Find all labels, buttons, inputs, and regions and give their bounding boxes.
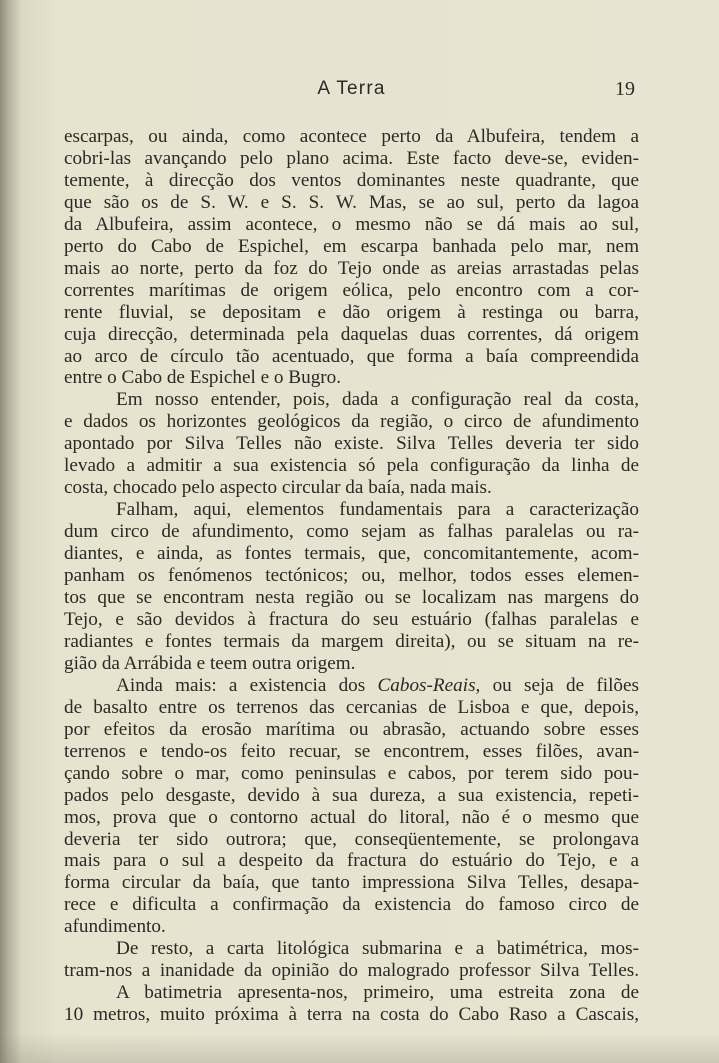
text-line: da Albufeira, assim acontece, o mesmo não se dá mais ao sul, — [64, 213, 639, 235]
text-line: tram-nos a inanidade da opinião do malogrado professor Silva Telles. — [64, 960, 639, 982]
text-line: mais para o sul a despeito da fractura do estuário do Tejo, e a — [64, 850, 639, 872]
text-line: Falham, aqui, elementos fundamentais para a caracterização — [116, 499, 639, 521]
text-line: correntes marítimas de origem eólica, pelo encontro com a cor- — [64, 279, 639, 301]
text-line: por efeitos da erosão marítima ou abrasão, actuando sobre esses — [64, 718, 639, 740]
text-line: diantes, e ainda, as fontes termais, que, concomitantemente, acom- — [64, 543, 639, 565]
page-number: 19 — [615, 78, 635, 100]
text-line: çando sobre o mar, como peninsulas e cabos, por terem sido pou- — [64, 762, 639, 784]
page-edge-shadow — [0, 1033, 719, 1063]
paragraph-3 — [64, 499, 639, 675]
text-line: entre o Cabo de Espichel e o Bugro. — [64, 367, 342, 389]
text-line: pados pelo desgaste, devido à sua dureza, a sua existencia, repeti- — [64, 784, 639, 806]
running-head: A Terra — [317, 78, 386, 99]
paragraph-5 — [64, 938, 639, 982]
text-line: que são os de S. W. e S. S. W. Mas, se ao sul, perto da lagoa — [64, 191, 639, 213]
text-line: mos, prova que o contorno actual do litoral, não é o mesmo que — [64, 806, 639, 828]
text-line: levado a admitir a sua existencia só pela configuração da linha de — [64, 455, 639, 477]
text-line: e dados os horizontes geológicos da região, o circo de afundimento — [64, 411, 639, 433]
body-text — [64, 126, 639, 1026]
text-line: afundimento. — [64, 916, 166, 938]
text-line: Tejo, e são devidos à fractura do seu estuário (falhas paralelas e — [64, 608, 639, 630]
paragraph-1 — [64, 126, 639, 389]
text-line: tos que se encontram nesta região ou se localizam nas margens do — [64, 587, 639, 609]
text-line: apontado por Silva Telles não existe. Silva Telles deveria ter sido — [64, 433, 639, 455]
text-line: ao arco de círculo tão acentuado, que forma a baía compreendida — [64, 345, 639, 367]
text-line: gião da Arrábida e teem outra origem. — [64, 652, 356, 674]
text-line: radiantes e fontes termais da margem direita), ou se situam na re- — [64, 630, 639, 652]
text-line: temente, à direcção dos ventos dominantes neste quadrante, que — [64, 169, 639, 191]
text-line: deveria ter sido outrora; que, conseqüentemente, se prolongava — [64, 828, 639, 850]
text-run: , ou seja de filões — [475, 674, 639, 696]
text-line: rece e dificulta a confirmação da existencia do famoso circo de — [64, 894, 639, 916]
paragraph-2 — [64, 389, 639, 499]
text-line: forma circular da baía, que tanto impressiona Silva Telles, desapa- — [64, 872, 639, 894]
text-line: perto do Cabo de Espichel, em escarpa banhada pelo mar, nem — [64, 235, 639, 257]
text-line: costa, chocado pelo aspecto circular da baía, nada mais. — [64, 477, 492, 499]
text-line: A batimetria apresenta-nos, primeiro, uma estreita zona de — [116, 982, 639, 1004]
text-line: dum circo de afundimento, como sejam as falhas paralelas ou ra- — [64, 521, 639, 543]
text-run: Ainda mais: a existencia dos — [116, 674, 378, 696]
paragraph-6 — [64, 982, 639, 1026]
text-line: cobri-las avançando pelo plano acima. Este facto deve-se, eviden- — [64, 147, 639, 169]
italic-term: Cabos-Reais — [377, 674, 476, 696]
text-line: terrenos e tendo-os feito recuar, se encontrem, esses filões, avan- — [64, 740, 639, 762]
page-header — [64, 78, 639, 104]
text-line: Em nosso entender, pois, dada a configuração real da costa, — [116, 389, 639, 411]
paragraph-4 — [64, 675, 639, 938]
text-line: panham os fenómenos tectónicos; ou, melhor, todos esses elemen- — [64, 565, 639, 587]
text-line: de basalto entre os terrenos das cercanias de Lisboa e que, depois, — [64, 696, 639, 718]
text-line: escarpas, ou ainda, como acontece perto da Albufeira, tendem a — [64, 126, 639, 147]
text-line — [64, 675, 639, 697]
text-line: mais ao norte, perto da foz do Tejo onde as areias arrastadas pelas — [64, 257, 639, 279]
text-line: De resto, a carta litológica submarina e a batimétrica, mos- — [116, 938, 639, 960]
text-line: cuja direcção, determinada pela daquelas duas correntes, dá origem — [64, 323, 639, 345]
text-line: rente fluvial, se depositam e dão origem à restinga ou barra, — [64, 301, 639, 323]
text-line: 10 metros, muito próxima à terra na costa do Cabo Raso a Cascais, — [64, 1004, 639, 1026]
